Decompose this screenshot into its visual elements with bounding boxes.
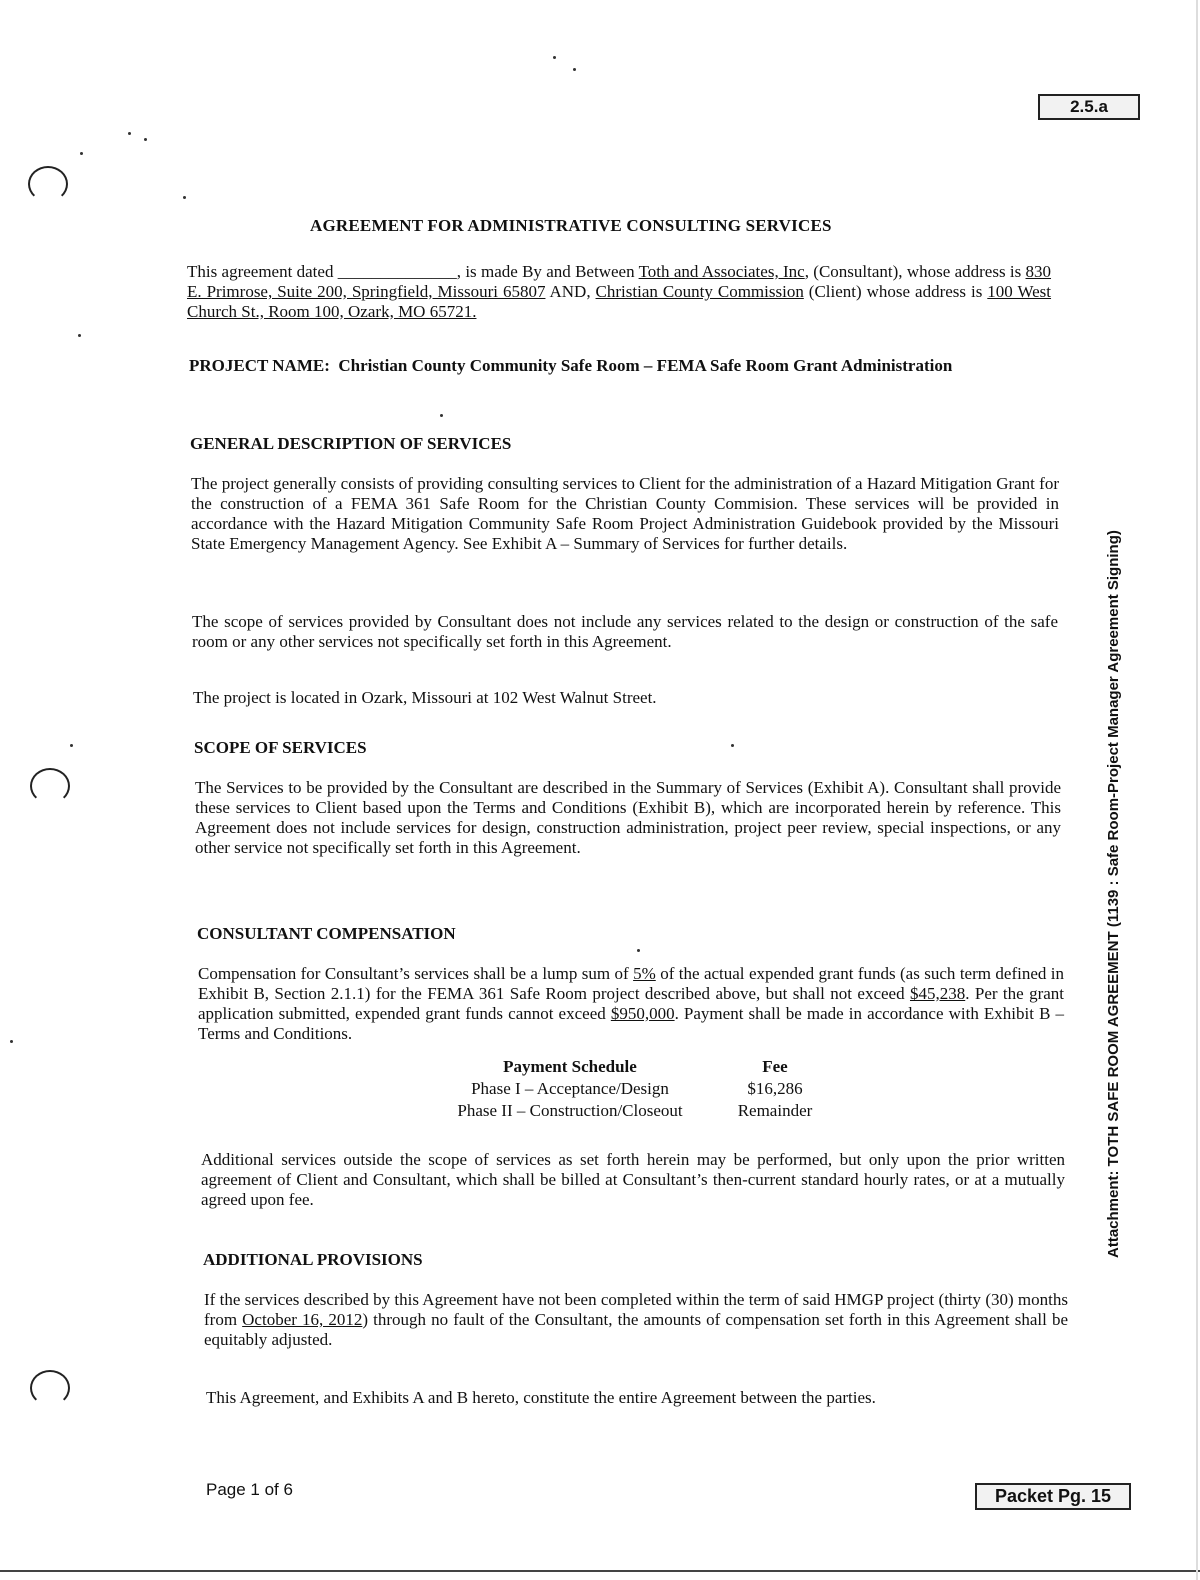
document-title: AGREEMENT FOR ADMINISTRATIVE CONSULTING SERVICES (310, 216, 832, 235)
scan-speck (128, 132, 131, 135)
scope-paragraph: The Services to be provided by the Consultant are described in the Summary of Services (Exhibit A). Consultant shall provide these services to Client based upon the Terms and Conditions (Exhibit B), which are incorporated herein by reference. This Agreement does not include services for design, construction administration, project peer review, special inspections, or any other service not specifically set forth in this Agreement. (195, 778, 1061, 857)
punch-hole-top (28, 166, 68, 202)
page-number: Page 1 of 6 (206, 1480, 293, 1499)
scan-speck (183, 196, 186, 199)
punch-hole-middle (30, 768, 70, 804)
project-name: PROJECT NAME: Christian County Community Safe Room – FEMA Safe Room Grant Administration (189, 356, 953, 375)
payment-schedule-header: Payment Schedule Fee (503, 1057, 788, 1076)
table-row: Phase II – Construction/Closeout Remainder (457, 1101, 813, 1120)
payment-schedule-table (420, 1056, 830, 1122)
scan-speck (553, 56, 556, 59)
general-heading: GENERAL DESCRIPTION OF SERVICES (190, 434, 512, 453)
compensation-heading: CONSULTANT COMPENSATION (197, 924, 456, 943)
additional-services-paragraph: Additional services outside the scope of services as set forth herein may be performed, but only upon the prior written agreement of Client and Consultant, which shall be billed at Consultant’s then-current standard hourly rates, or at a mutually agreed upon fee. (201, 1150, 1065, 1209)
consultant-name: Toth and Associates, Inc (638, 262, 805, 281)
scan-speck (573, 68, 576, 71)
entire-agreement-paragraph: This Agreement, and Exhibits A and B hereto, constitute the entire Agreement between the parties. (206, 1388, 876, 1407)
table-row: Phase I – Acceptance/Design $16,286 (471, 1079, 803, 1098)
packet-page-tag: Packet Pg. 15 (975, 1483, 1131, 1510)
scope-heading: SCOPE OF SERVICES (194, 738, 367, 757)
compensation-paragraph: Compensation for Consultant’s services shall be a lump sum of 5% of the actual expended grant funds (as such term defined in Exhibit B, Section 2.1.1) for the FEMA 361 Safe Room project described above, but shall not exceed $45,238. Per the grant application submitted, expended grant funds cannot exceed $950,000. Payment shall be made in accordance with Exhibit B – Terms and Conditions. (198, 964, 1065, 1043)
scan-speck (80, 152, 83, 155)
scan-speck (70, 744, 73, 747)
client-address: 100 West Church St., Room 100, Ozark, MO 65721. (187, 282, 1052, 321)
scan-speck (10, 1040, 13, 1043)
additional-provisions-heading: ADDITIONAL PROVISIONS (203, 1250, 423, 1269)
general-paragraph-2: The scope of services provided by Consultant does not include any services related to the design or construction of the safe room or any other services not specifically set forth in this Agreement. (192, 612, 1058, 651)
scan-speck (144, 138, 147, 141)
general-paragraph-1: The project generally consists of providing consulting services to Client for the administration of a Hazard Mitigation Grant for the construction of a FEMA 361 Safe Room for the Christian County Commision. These services will be provided in accordance with the Hazard Mitigation Community Safe Room Project Administration Guidebook provided by the Missouri State Emergency Management Agency. See Exhibit A – Summary of Services for further details. (191, 474, 1059, 553)
additional-provisions-paragraph: If the services described by this Agreement have not been completed within the term of said HMGP project (thirty (30) months from October 16, 2012) through no fault of the Consultant, the amounts of compensation set forth in this Agreement shall be equitably adjusted. (204, 1290, 1068, 1349)
intro-paragraph: This agreement dated ______________, is made By and Between Toth and Associates, Inc, (Consultant), whose address is 830 E. Primrose, Suite 200, Springfield, Missouri 65807 AND, Christian County Commission (Client) whose address is 100 West Church St., Room 100, Ozark, MO 65721. (187, 262, 1052, 321)
scan-speck (440, 414, 443, 417)
agenda-item-tag: 2.5.a (1038, 94, 1140, 120)
general-paragraph-3: The project is located in Ozark, Missouri at 102 West Walnut Street. (193, 688, 657, 707)
client-name: Christian County Commission (595, 282, 804, 301)
scan-speck (731, 744, 734, 747)
page-right-edge (1196, 0, 1198, 1580)
scan-speck (637, 949, 640, 952)
page-bottom-edge (0, 1570, 1200, 1572)
consultant-address: 830 E. Primrose, Suite 200, Springfield, Missouri 65807 (187, 262, 1052, 301)
attachment-sidebar-label: Attachment: TOTH SAFE ROOM AGREEMENT (1139 : Safe Room-Project Manager Agreement Signing) (1105, 530, 1122, 1258)
punch-hole-bottom (30, 1370, 70, 1406)
scan-speck (78, 334, 81, 337)
